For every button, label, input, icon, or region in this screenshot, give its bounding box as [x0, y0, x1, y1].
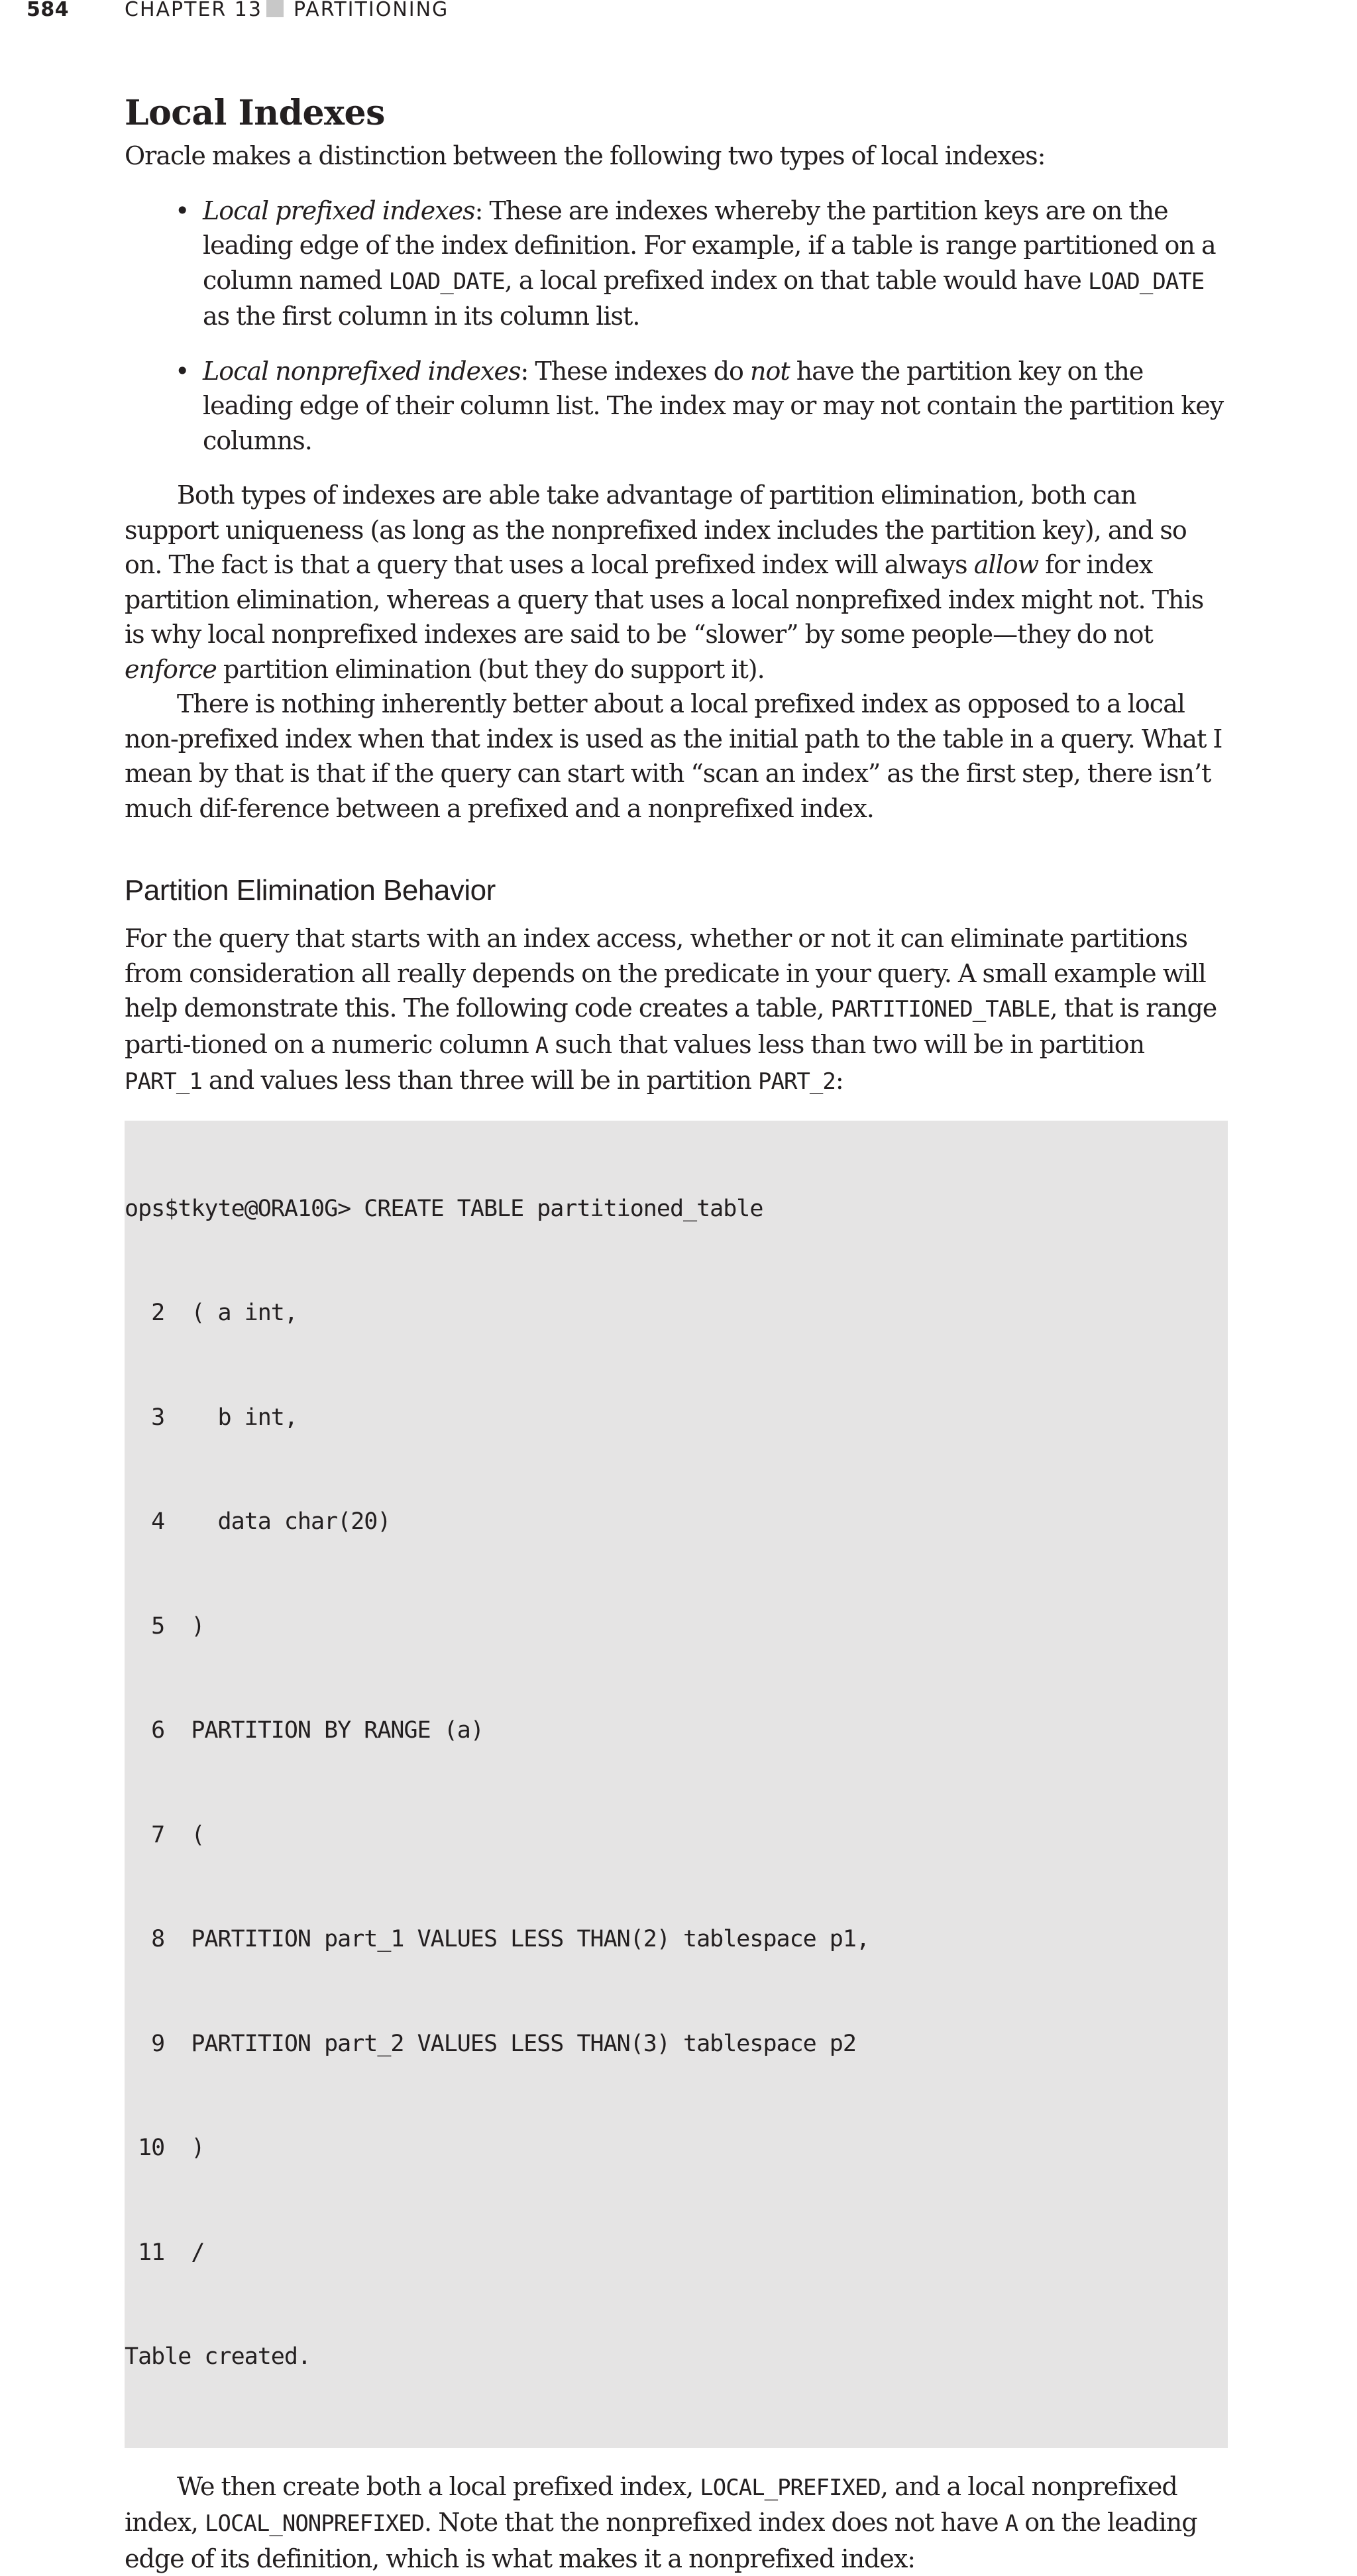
inline-code: LOAD_DATE	[1088, 268, 1204, 295]
page-number: 584	[27, 0, 69, 20]
inline-code: A	[535, 1033, 548, 1059]
inline-code: PART_1	[125, 1068, 202, 1095]
paragraph-text: partition elimination (but they do support it).	[217, 655, 765, 684]
bullet-text: : These are indexes whereby the partition keys are on the leading edge of the index definition. For example, if a table is range partitioned on a column named	[203, 196, 1216, 295]
bullet-text: : These indexes do	[521, 357, 750, 386]
paragraph-text: We then create both a local prefixed index,	[177, 2472, 700, 2501]
code-line: 11 /	[125, 2235, 1228, 2270]
code-line: 4 data char(20)	[125, 1504, 1228, 1540]
bullet-item-prefixed	[203, 194, 1228, 334]
bullet-item-nonprefixed	[203, 354, 1228, 459]
paragraph-text: for index partition elimination, whereas a query that uses a local nonprefixed index might not. This is why local nonprefixed indexes are said to be “slower” by some people—they do not	[125, 550, 1203, 649]
code-line: 3 b int,	[125, 1400, 1228, 1435]
bullet-text: , a local prefixed index on that table would have	[505, 266, 1088, 295]
code-line: 2 ( a int,	[125, 1296, 1228, 1331]
inline-code: PART_2	[758, 1068, 836, 1095]
subsection-title: Partition Elimination Behavior	[125, 872, 1228, 909]
bullet-term: Local prefixed indexes	[203, 196, 475, 225]
bullet-icon: •	[175, 354, 189, 389]
bullet-text: have the partition key on the leading edge of their column list. The index may or may not contain the partition key columns.	[203, 357, 1223, 455]
emphasis: not	[750, 357, 790, 386]
paragraph-text: , and a local nonprefixed index,	[125, 2472, 1177, 2538]
emphasis: allow	[974, 550, 1038, 579]
header-square-icon	[266, 0, 284, 17]
bullet-text: as the first column in its column list.	[203, 302, 639, 331]
inline-code: LOCAL_PREFIXED	[700, 2475, 881, 2501]
section-title: Local Indexes	[125, 89, 1228, 137]
paragraph-text: Both types of indexes are able take advantage of partition elimination, both can support uniqueness (as long as the nonprefixed index includes the partition key), and so on. The fact is that a query that uses a local prefixed index will always	[125, 480, 1187, 579]
inline-code: LOCAL_NONPREFIXED	[205, 2510, 424, 2537]
code-line: 7 (	[125, 1818, 1228, 1853]
paragraph-text: :	[836, 1066, 843, 1095]
code-line: 6 PARTITION BY RANGE (a)	[125, 1713, 1228, 1748]
code-line: 8 PARTITION part_1 VALUES LESS THAN(2) tablespace p1,	[125, 1922, 1228, 1957]
paragraph-text: and values less than three will be in partition	[202, 1066, 758, 1095]
code-line: 9 PARTITION part_2 VALUES LESS THAN(3) tablespace p2	[125, 2027, 1228, 2062]
inline-code: LOAD_DATE	[388, 268, 504, 295]
page-body	[125, 89, 1228, 2576]
code-line: 10 )	[125, 2131, 1228, 2166]
body-paragraph-3	[125, 921, 1228, 1099]
paragraph-text: on the leading edge of its definition, which is what makes it a nonprefixed index:	[125, 2508, 1197, 2573]
body-paragraph-1	[125, 478, 1228, 687]
inline-code: A	[1005, 2510, 1018, 2537]
chapter-title: PARTITIONING	[294, 0, 449, 20]
paragraph-text: such that values less than two will be in partition	[548, 1030, 1144, 1059]
body-paragraph-4	[125, 2469, 1228, 2576]
code-line: ops$tkyte@ORA10G> CREATE TABLE partitioned_table	[125, 1192, 1228, 1227]
paragraph-text: . Note that the nonprefixed index does not have	[424, 2508, 1005, 2537]
chapter-label: CHAPTER 13	[125, 0, 262, 20]
bullet-icon: •	[175, 194, 189, 229]
code-line: Table created.	[125, 2339, 1228, 2375]
code-line: 5 )	[125, 1609, 1228, 1644]
paragraph-text: For the query that starts with an index access, whether or not it can eliminate partitions from consideration all really depends on the predicate in your query. A small example will help demonstrate this. The following code creates a table,	[125, 924, 1206, 1023]
emphasis: enforce	[125, 655, 217, 684]
body-paragraph-2: There is nothing inherently better about a local prefixed index as opposed to a local non-prefixed index when that index is used as the initial path to the table in a query. What I mean by that is that if the query can start with “scan an index” as the first step, there isn’t much dif-ference between a prefixed and a nonprefixed index.	[125, 687, 1228, 826]
intro-paragraph: Oracle makes a distinction between the following two types of local indexes:	[125, 139, 1228, 174]
bullet-term: Local nonprefixed indexes	[203, 357, 521, 386]
bullet-list	[125, 194, 1228, 459]
paragraph-text: , that is range parti-tioned on a numeric column	[125, 993, 1217, 1059]
running-header	[0, 0, 1357, 23]
code-listing	[125, 1121, 1228, 2448]
inline-code: PARTITIONED_TABLE	[831, 996, 1050, 1023]
